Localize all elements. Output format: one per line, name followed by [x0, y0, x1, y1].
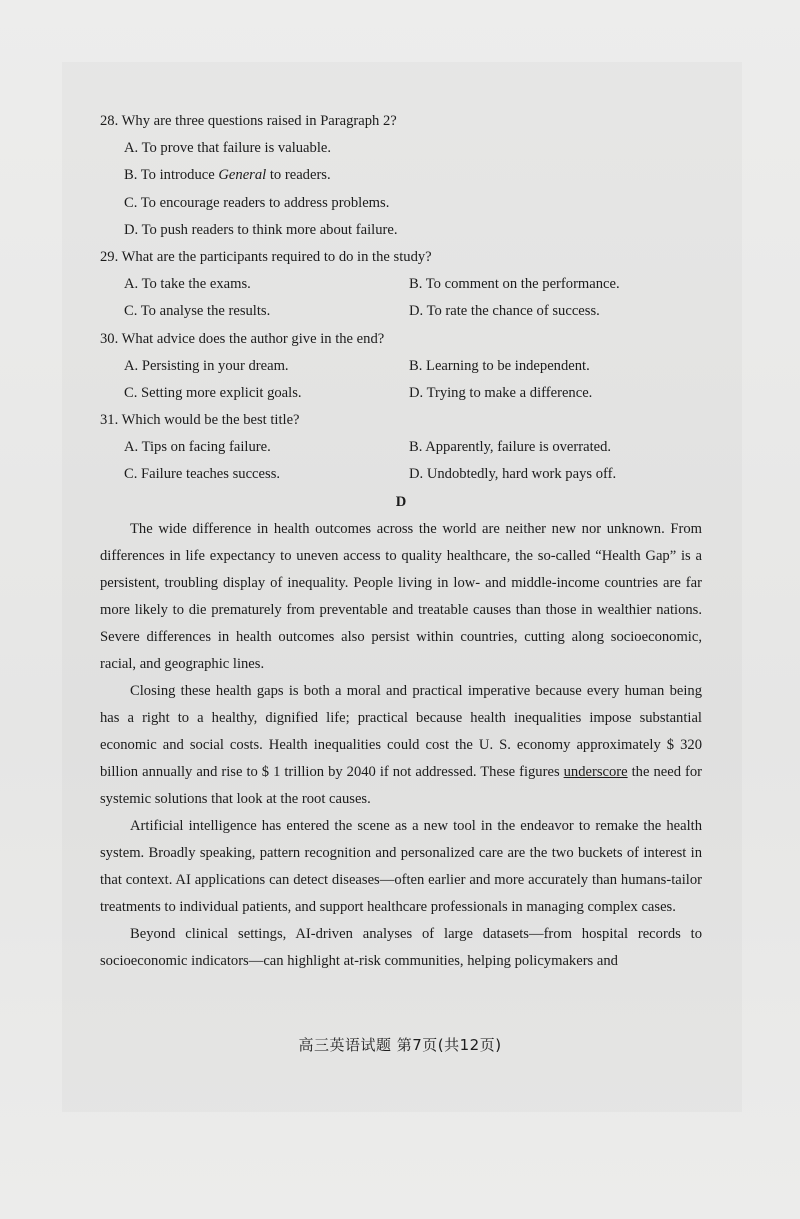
passage-paragraph-3: Artificial intelligence has entered the scene as a new tool in the endeavor to remake the health system. Broadly speaking, pattern recognition and personalized care are the two buckets of interest in that context. AI applications can detect diseases—often earlier and more accurately than humans-tailor treatments to individual patients, and support healthcare professionals in managing complex cases. — [100, 817, 702, 915]
section-letter: D — [395, 493, 407, 510]
question-30 — [100, 326, 702, 408]
option-d: D. Trying to make a difference. — [409, 384, 593, 401]
passage-paragraph-4: Beyond clinical settings, AI-driven analyses of large datasets—from hospital records to socioeconomic indicators—can highlight at-risk communities, helping policymakers and — [100, 925, 702, 969]
option-d: D. To push readers to think more about failure. — [124, 221, 398, 238]
option-row — [124, 271, 702, 298]
underlined-word: underscore — [563, 763, 628, 780]
option-a: A. To take the exams. — [124, 276, 251, 293]
option-c: C. To analyse the results. — [124, 303, 271, 320]
question-stem: 30. What advice does the author give in the end? — [100, 330, 385, 347]
page-content — [100, 108, 702, 975]
question-stem: 28. Why are three questions raised in Paragraph 2? — [100, 113, 397, 129]
option-d: D. Undobtedly, hard work pays off. — [409, 466, 617, 483]
option-row — [124, 434, 702, 461]
question-stem: 29. What are the participants required to do in the study? — [100, 248, 432, 265]
option-b: B. To introduce General to readers. — [124, 167, 331, 184]
option-a: A. Tips on facing failure. — [124, 439, 271, 456]
passage-paragraph-1: The wide difference in health outcomes across the world are neither new nor unknown. From differences in life expectancy to uneven access to quality healthcare, the so-called “Health Gap” is a persistent, troubling display of inequality. People living in low- and middle-income countries are far more likely to die prematurely from preventable and treatable causes than those in wealthier nations. Severe differences in health outcomes also persist within countries, cutting along socioeconomic, racial, and geographic lines. — [100, 520, 702, 672]
option-a: A. To prove that failure is valuable. — [124, 140, 332, 157]
option-b: B. Apparently, failure is overrated. — [409, 439, 612, 456]
option-d: D. To rate the chance of success. — [409, 303, 600, 320]
option-row — [124, 461, 702, 488]
option-b: B. To comment on the performance. — [409, 276, 620, 293]
option-row — [124, 380, 702, 407]
italic-word: General — [218, 167, 267, 184]
option-row — [124, 298, 702, 325]
passage-paragraph-2: Closing these health gaps is both a moral and practical imperative because every human being has a right to a healthy, dignified life; practical because health inequalities impose substantial economic and social costs. Health inequalities could cost the U. S. economy approximately $ 320 billion annually and rise to $ 1 trillion by 2040 if not addressed. These figures underscore the need for systemic solutions that look at the root causes. — [100, 682, 702, 807]
question-31 — [100, 407, 702, 489]
option-b: B. Learning to be independent. — [409, 357, 590, 374]
page-footer: 高三英语试题 第7页(共12页) — [298, 1036, 502, 1054]
option-c: C. Failure teaches success. — [124, 466, 281, 483]
option-a: A. Persisting in your dream. — [124, 357, 289, 374]
option-c: C. To encourage readers to address problems. — [124, 194, 390, 211]
question-29 — [100, 244, 702, 326]
option-c: C. Setting more explicit goals. — [124, 384, 302, 401]
question-stem: 31. Which would be the best title? — [100, 412, 300, 429]
option-row — [124, 353, 702, 380]
question-28 — [100, 108, 702, 244]
